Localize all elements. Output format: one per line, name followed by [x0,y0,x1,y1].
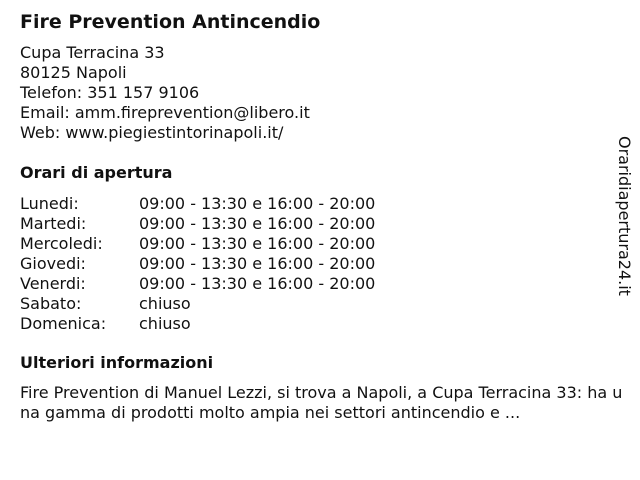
more-info-heading: Ulteriori informazioni [20,353,214,372]
site-watermark: Oraridiapertura24.it [615,136,634,296]
day-hours: chiuso [139,314,191,333]
day-label: Domenica: [20,314,107,333]
hours-row-wednesday [20,234,375,254]
business-name: Fire Prevention Antincendio [20,11,321,33]
day-hours: chiuso [139,294,191,313]
day-label: Giovedi: [20,254,86,273]
day-label: Lunedi: [20,194,79,213]
hours-row-sunday [20,314,375,334]
opening-hours-table [20,194,375,334]
contact-info [20,43,310,143]
hours-row-monday [20,194,375,214]
day-hours: 09:00 - 13:30 e 16:00 - 20:00 [139,274,376,293]
hours-row-thursday [20,254,375,274]
phone-number: Telefon: 351 157 9106 [20,83,200,102]
business-description: Fire Prevention di Manuel Lezzi, si trova a Napoli, a Cupa Terracina 33: ha una gamma di prodotti molto ampia nei settori antincendio e ... [20,383,623,422]
day-hours: 09:00 - 13:30 e 16:00 - 20:00 [139,234,376,253]
hours-row-friday [20,274,375,294]
day-label: Sabato: [20,294,82,313]
day-label: Martedi: [20,214,87,233]
hours-row-tuesday [20,214,375,234]
website-url: Web: www.piegiestintorinapoli.it/ [20,123,284,142]
day-label: Venerdi: [20,274,86,293]
email-address: Email: amm.fireprevention@libero.it [20,103,310,122]
day-hours: 09:00 - 13:30 e 16:00 - 20:00 [139,214,376,233]
opening-hours-heading: Orari di apertura [20,163,173,182]
day-label: Mercoledi: [20,234,103,253]
address-city: 80125 Napoli [20,63,127,82]
day-hours: 09:00 - 13:30 e 16:00 - 20:00 [139,194,376,213]
address-street: Cupa Terracina 33 [20,43,165,62]
hours-row-saturday [20,294,375,314]
day-hours: 09:00 - 13:30 e 16:00 - 20:00 [139,254,376,273]
